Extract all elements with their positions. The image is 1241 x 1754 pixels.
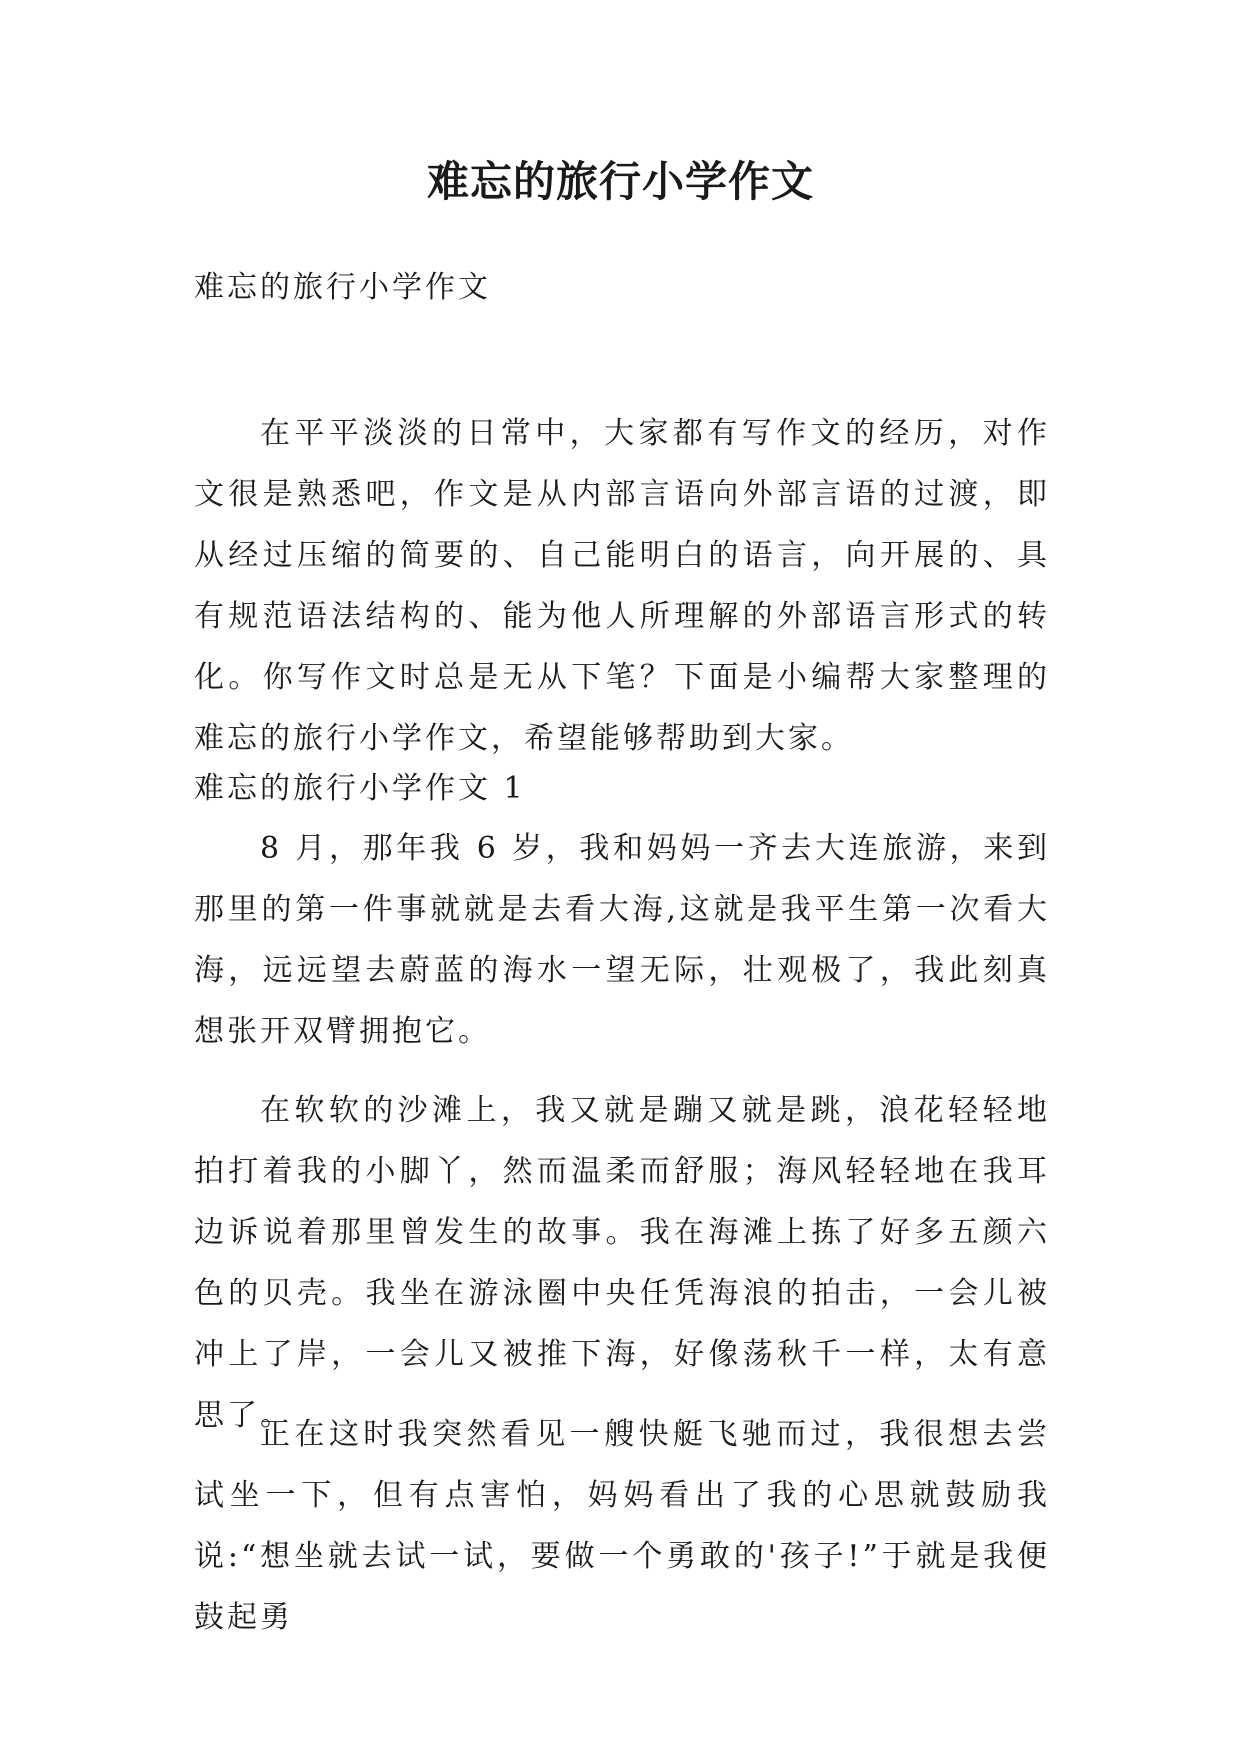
intro-paragraph: 在平平淡淡的日常中，大家都有写作文的经历，对作文很是熟悉吧，作文是从内部言语向外部言语的过渡，即从经过压缩的简要的、自己能明白的语言，向开展的、具有规范语法结构的、能为他人所理解的外部语言形式的转化。你写作文时总是无从下笔？下面是小编帮大家整理的难忘的旅行小学作文，希望能够帮助到大家。: [194, 416, 1050, 756]
document-subtitle: 难忘的旅行小学作文: [194, 270, 491, 305]
body-paragraph: 8 月，那年我 6 岁，我和妈妈一齐去大连旅游，来到那里的第一件事就就是去看大海,这就是我平生第一次看大海，远远望去蔚蓝的海水一望无际，壮观极了，我此刻真想张开双臂拥抱它。: [194, 831, 1050, 1049]
body-paragraph: 在软软的沙滩上，我又就是蹦又就是跳，浪花轻轻地拍打着我的小脚丫，然而温柔而舒服；海风轻轻地在我耳边诉说着那里曾发生的故事。我在海滩上拣了好多五颜六色的贝壳。我坐在游泳圈中央任凭海浪的拍击，一会儿被冲上了岸，一会儿又被推下海，好像荡秋千一样，太有意思了。: [194, 1093, 1050, 1433]
section-heading: 难忘的旅行小学作文 1: [194, 771, 526, 806]
body-paragraph: 正在这时我突然看见一艘快艇飞驰而过，我很想去尝试坐一下，但有点害怕，妈妈看出了我的心思就鼓励我说:“想坐就去试一试，要做一个勇敢的'孩子!”于就是我便鼓起勇: [194, 1417, 1050, 1635]
document-title: 难忘的旅行小学作文: [426, 157, 814, 206]
